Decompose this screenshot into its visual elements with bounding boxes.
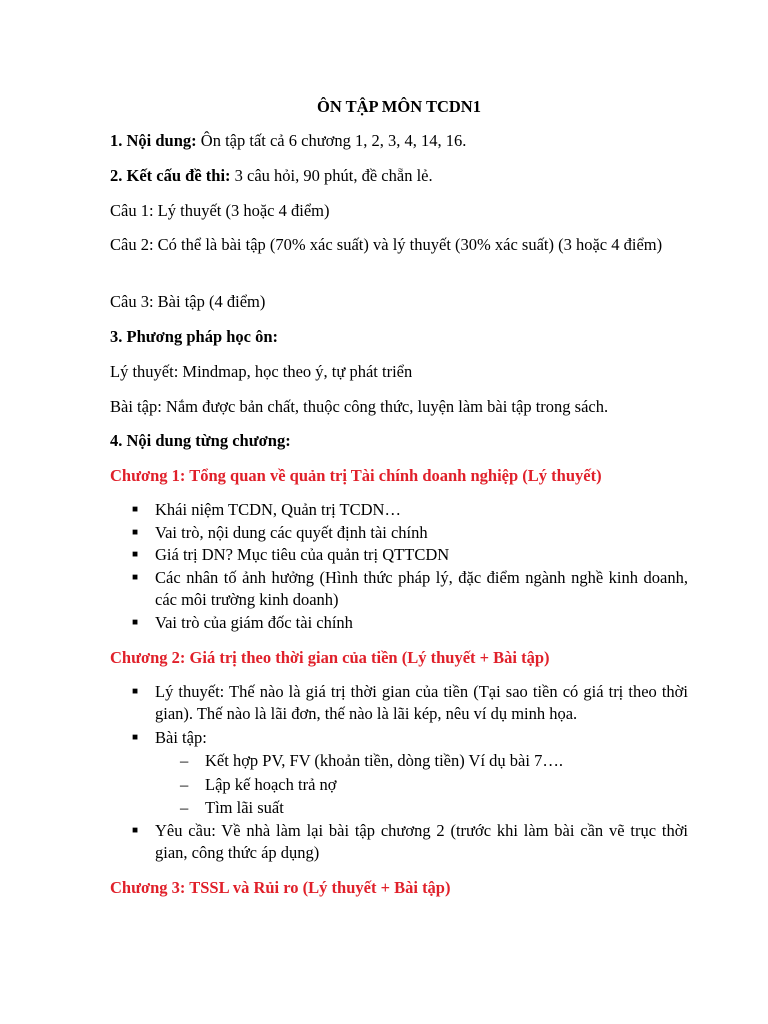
bullet-square-icon: ■ — [132, 686, 139, 697]
chapter-2-sub-item — [110, 797, 688, 819]
section-exam-structure-text: 3 câu hỏi, 90 phút, đề chẵn lẻ. — [230, 166, 433, 185]
question-3: Câu 3: Bài tập (4 điểm) — [110, 292, 266, 311]
chapter-1-bullet-text: Vai trò, nội dung các quyết định tài chính — [155, 523, 428, 542]
chapter-1-bullet — [110, 522, 688, 544]
chapter-1-bullet-text: Giá trị DN? Mục tiêu của quản trị QTTCDN — [155, 545, 450, 564]
chapter-1-bullet — [110, 499, 688, 521]
chapter-2-bullet-exercise-text: Bài tập: — [155, 728, 207, 747]
document-title: ÔN TẬP MÔN TCDN1 — [317, 97, 481, 116]
bullet-square-icon: ■ — [132, 572, 139, 583]
chapter-2-bullet-theory-text: Lý thuyết: Thế nào là giá trị thời gian của tiền (Tại sao tiền có giá trị theo thời gian). Thế nào là lãi đơn, thế nào là lãi kép, nêu ví dụ minh họa. — [155, 682, 688, 723]
bullet-square-icon: ■ — [132, 732, 139, 743]
chapter-2-bullet-requirement-text: Yêu cầu: Về nhà làm lại bài tập chương 2 (trước khi làm bài cần vẽ trục thời gian, công thức áp dụng) — [155, 821, 688, 862]
section-content-text: Ôn tập tất cả 6 chương 1, 2, 3, 4, 14, 16. — [196, 131, 467, 150]
section-content — [110, 130, 688, 152]
chapter-1-bullet-text: Các nhân tố ảnh hưởng (Hình thức pháp lý, đặc điểm ngành nghề kinh doanh, các môi trường kinh doanh) — [155, 568, 688, 609]
chapter-3-heading: Chương 3: TSSL và Rủi ro (Lý thuyết + Bài tập) — [110, 878, 451, 897]
chapter-1-bullet — [110, 567, 688, 611]
chapter-1-bullet — [110, 544, 688, 566]
chapter-2-sub-item-text: Tìm lãi suất — [205, 798, 284, 817]
chapter-1-heading: Chương 1: Tổng quan về quản trị Tài chính doanh nghiệp (Lý thuyết) — [110, 466, 602, 485]
chapter-2-bullet-exercise — [110, 727, 688, 749]
chapter-1-bullet-text: Khái niệm TCDN, Quản trị TCDN… — [155, 500, 401, 519]
dash-icon: – — [180, 798, 189, 817]
question-2: Câu 2: Có thể là bài tập (70% xác suất) và lý thuyết (30% xác suất) (3 hoặc 4 điểm) — [110, 235, 663, 254]
section-study-method-label: 3. Phương pháp học ôn: — [110, 327, 279, 346]
chapter-1-bullet — [110, 612, 688, 634]
bullet-square-icon: ■ — [132, 825, 139, 836]
bullet-square-icon: ■ — [132, 549, 139, 560]
chapter-2-sub-item-text: Lập kế hoạch trả nợ — [205, 775, 337, 794]
section-study-method — [110, 326, 688, 348]
chapter-2-bullet-requirement — [110, 820, 688, 864]
method-theory: Lý thuyết: Mindmap, học theo ý, tự phát triển — [110, 362, 413, 381]
method-exercise: Bài tập: Nắm được bản chất, thuộc công thức, luyện làm bài tập trong sách. — [110, 397, 609, 416]
section-chapter-content — [110, 430, 688, 452]
question-1: Câu 1: Lý thuyết (3 hoặc 4 điểm) — [110, 201, 330, 220]
chapter-2-sub-item — [110, 774, 688, 796]
section-chapter-content-label: 4. Nội dung từng chương: — [110, 431, 291, 450]
chapter-1-bullet-text: Vai trò của giám đốc tài chính — [155, 613, 353, 632]
chapter-2-sub-item-text: Kết hợp PV, FV (khoản tiền, dòng tiền) Ví dụ bài 7…. — [205, 751, 563, 770]
chapter-2-bullet-theory — [110, 681, 688, 725]
chapter-2-sub-item — [110, 750, 688, 772]
bullet-square-icon: ■ — [132, 504, 139, 515]
section-content-label: 1. Nội dung: — [110, 131, 197, 150]
dash-icon: – — [180, 775, 189, 794]
chapter-2-heading: Chương 2: Giá trị theo thời gian của tiền (Lý thuyết + Bài tập) — [110, 648, 550, 667]
bullet-square-icon: ■ — [132, 527, 139, 538]
section-exam-structure-label: 2. Kết cấu đề thi: — [110, 166, 231, 185]
section-exam-structure — [110, 165, 688, 187]
bullet-square-icon: ■ — [132, 617, 139, 628]
dash-icon: – — [180, 751, 189, 770]
